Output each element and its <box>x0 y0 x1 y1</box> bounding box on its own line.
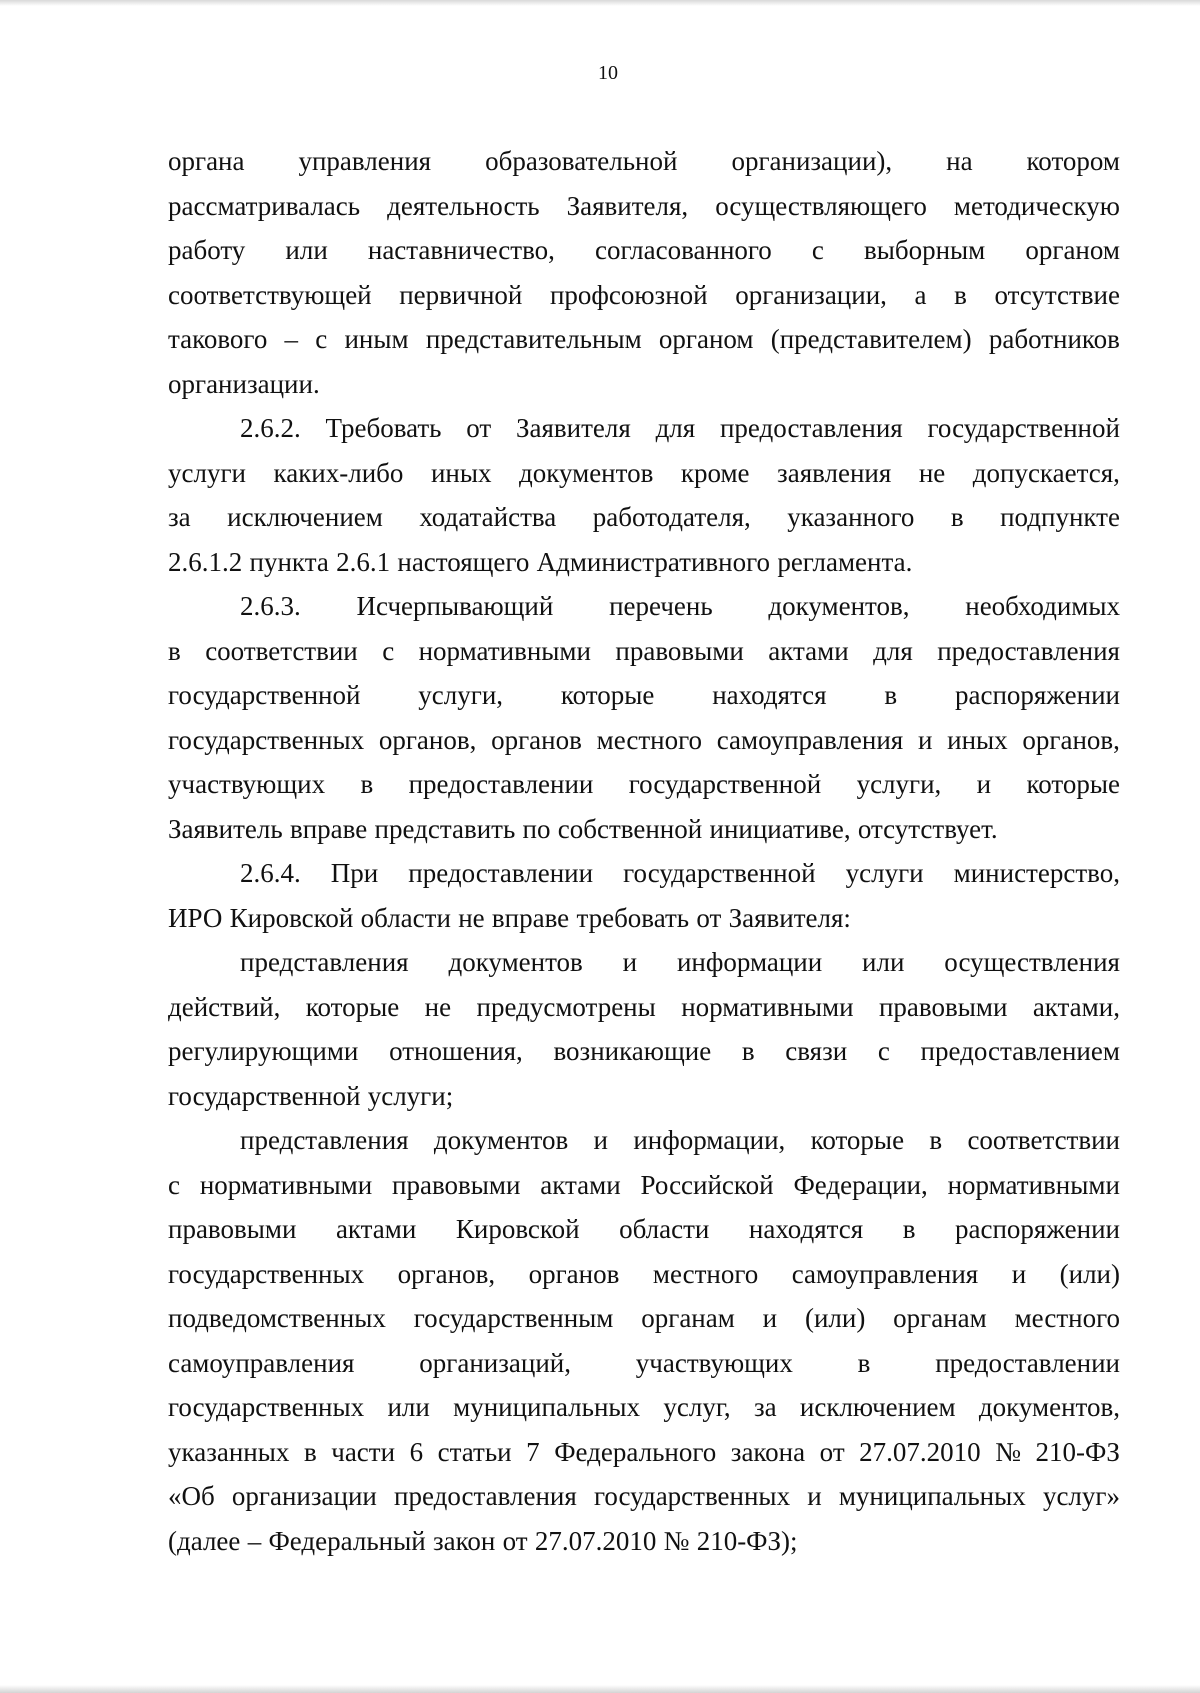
text-line: действий, которые не предусмотрены нормативными правовыми актами, <box>168 991 1120 1022</box>
text-line: государственных органов, органов местного самоуправления и иных органов, <box>168 724 1120 755</box>
text-line: (далее – Федеральный закон от 27.07.2010 № 210-ФЗ); <box>168 1525 798 1556</box>
text-line: 2.6.1.2 пункта 2.6.1 настоящего Административного регламента. <box>168 546 913 577</box>
text-line: 2.6.3. Исчерпывающий перечень документов, необходимых <box>240 591 1120 621</box>
text-line: за исключением ходатайства работодателя, указанного в подпункте <box>168 502 1120 532</box>
scan-edge-top <box>0 0 1200 6</box>
scan-edge-bottom <box>0 1685 1200 1693</box>
text-line: соответствующей первичной профсоюзной организации, а в отсутствие <box>168 279 1120 310</box>
text-line: услуги каких-либо иных документов кроме заявления не допускается, <box>168 457 1120 488</box>
page-number: 10 <box>598 62 618 84</box>
text-line: рассматривалась деятельность Заявителя, осуществляющего методическую <box>168 190 1120 221</box>
text-line: государственной услуги, которые находятся в распоряжении <box>168 680 1120 710</box>
text-line: работу или наставничество, согласованного с выборным органом <box>168 235 1120 265</box>
text-line: регулирующими отношения, возникающие в связи с предоставлением <box>168 1036 1120 1066</box>
text-line: правовыми актами Кировской области находятся в распоряжении <box>168 1214 1120 1244</box>
text-line: указанных в части 6 статьи 7 Федерального закона от 27.07.2010 № 210-ФЗ <box>168 1436 1120 1467</box>
text-line: государственных органов, органов местного самоуправления и (или) <box>168 1258 1120 1289</box>
text-line: самоуправления организаций, участвующих в предоставлении <box>168 1347 1120 1378</box>
text-line: организации. <box>168 368 320 399</box>
text-line: 2.6.4. При предоставлении государственной услуги министерство, <box>240 858 1120 888</box>
text-line: подведомственных государственным органам и (или) органам местного <box>168 1303 1120 1333</box>
text-line: представления документов и информации, которые в соответствии <box>240 1125 1120 1155</box>
text-line: государственной услуги; <box>168 1080 454 1111</box>
text-line: 2.6.2. Требовать от Заявителя для предоставления государственной <box>240 413 1120 443</box>
text-line: представления документов и информации или осуществления <box>240 947 1120 977</box>
text-line: такового – с иным представительным органом (представителем) работников <box>168 324 1120 354</box>
text-line: в соответствии с нормативными правовыми актами для предоставления <box>168 635 1120 666</box>
text-line: ИРО Кировской области не вправе требовать от Заявителя: <box>168 902 851 933</box>
text-line: участвующих в предоставлении государственной услуги, и которые <box>168 769 1120 799</box>
text-line: Заявитель вправе представить по собственной инициативе, отсутствует. <box>168 813 998 844</box>
text-line: государственных или муниципальных услуг, за исключением документов, <box>168 1392 1120 1422</box>
document-body <box>168 139 1120 1563</box>
text-line: органа управления образовательной организации), на котором <box>168 146 1120 176</box>
text-line: с нормативными правовыми актами Российской Федерации, нормативными <box>168 1169 1120 1200</box>
text-line: «Об организации предоставления государственных и муниципальных услуг» <box>168 1481 1120 1511</box>
